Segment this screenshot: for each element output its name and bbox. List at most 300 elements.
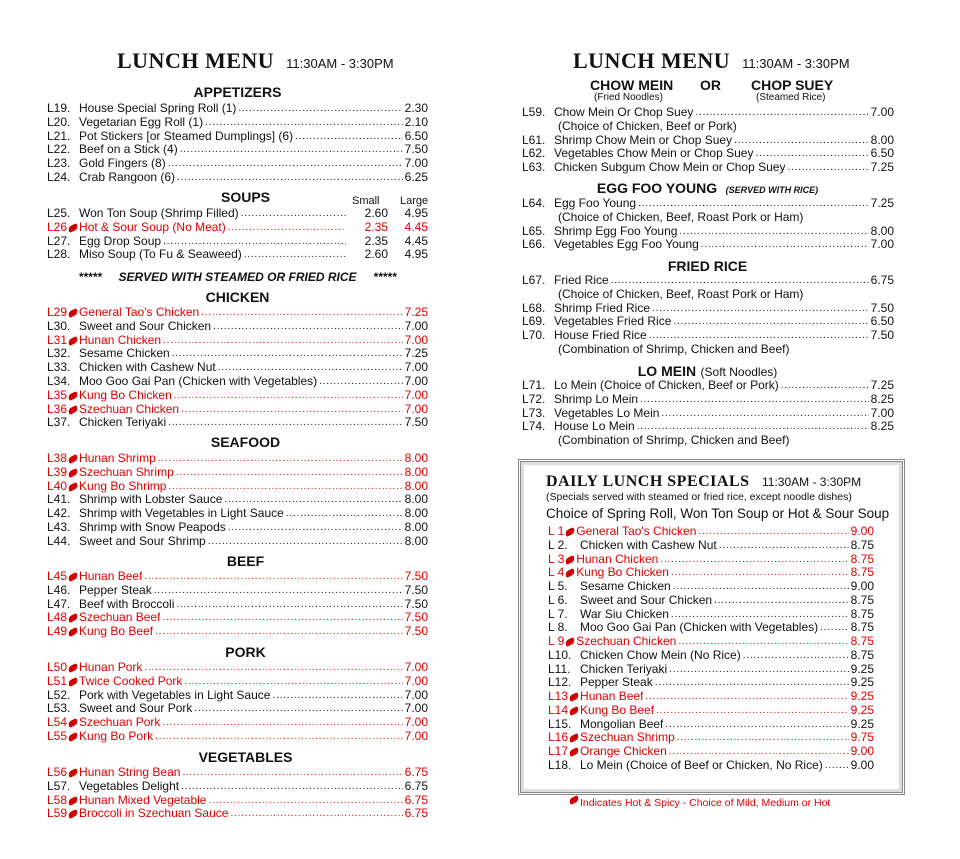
dot-leader bbox=[158, 453, 403, 465]
chow-mein-sub: (Fried Noodles) bbox=[594, 92, 663, 103]
item-price: 6.50 bbox=[870, 146, 894, 161]
pork-heading: PORK bbox=[225, 644, 266, 660]
item-code: L42. bbox=[47, 506, 71, 521]
item-price: 7.25 bbox=[870, 196, 894, 210]
dot-leader bbox=[241, 208, 346, 220]
menu-item-row bbox=[522, 314, 894, 328]
item-price: 7.00 bbox=[870, 105, 894, 119]
item-name: Kung Bo Beef bbox=[580, 702, 655, 717]
specials-choice: Choice of Spring Roll, Won Ton Soup or Hot & Sour Soup bbox=[546, 506, 890, 521]
dot-leader bbox=[638, 198, 869, 210]
dot-leader bbox=[655, 677, 849, 689]
dot-leader bbox=[677, 732, 849, 744]
dot-leader bbox=[640, 394, 869, 406]
item-price: 7.50 bbox=[870, 300, 894, 315]
item-name: House Fried Rice bbox=[554, 328, 647, 343]
dot-leader bbox=[660, 554, 848, 566]
menu-item-row bbox=[522, 328, 894, 342]
dot-leader bbox=[678, 636, 848, 648]
item-name: Shrimp with Vegetables in Light Sauce bbox=[79, 506, 284, 521]
soups-heading: SOUPS bbox=[220, 189, 270, 205]
menu-item-row bbox=[548, 552, 874, 566]
item-name: Vegetables Egg Foo Young bbox=[554, 237, 699, 252]
dot-leader bbox=[652, 303, 869, 315]
dot-leader bbox=[174, 390, 403, 402]
item-name: Kung Bo Shrimp bbox=[79, 478, 167, 493]
item-price: 8.00 bbox=[404, 533, 428, 548]
item-code: L37. bbox=[47, 415, 71, 430]
item-code: L 4 bbox=[548, 565, 565, 580]
beef-heading: BEEF bbox=[226, 553, 265, 569]
right-menu-title bbox=[573, 48, 850, 74]
chili-pepper-icon bbox=[564, 568, 576, 578]
left-menu-title bbox=[117, 48, 394, 74]
item-price: 7.25 bbox=[870, 378, 894, 392]
menu-item-row bbox=[47, 156, 428, 170]
menu-item-row bbox=[47, 247, 428, 261]
dot-leader bbox=[228, 522, 403, 534]
item-code: L61. bbox=[522, 132, 546, 147]
item-code: L55 bbox=[47, 729, 68, 743]
menu-item-row bbox=[47, 333, 428, 347]
item-code: L73. bbox=[522, 405, 546, 420]
seafood-heading: SEAFOOD bbox=[210, 434, 281, 450]
item-price-large: 4.45 bbox=[404, 233, 428, 248]
menu-item-row bbox=[47, 346, 428, 360]
menu-item-row bbox=[47, 129, 428, 143]
menu-item-row bbox=[47, 674, 428, 688]
dot-leader bbox=[181, 781, 403, 793]
left-title-text: LUNCH MENU bbox=[117, 48, 275, 73]
item-price: 8.75 bbox=[850, 592, 874, 607]
dot-leader bbox=[238, 103, 402, 115]
dot-leader bbox=[649, 330, 869, 342]
item-name: Sweet and Sour Pork bbox=[79, 701, 193, 716]
menu-item-row bbox=[522, 392, 894, 406]
item-name: Sweet and Sour Chicken bbox=[580, 592, 713, 607]
menu-item-row bbox=[47, 597, 428, 611]
dot-leader bbox=[244, 249, 346, 261]
item-price-small: 2.60 bbox=[364, 206, 388, 220]
item-price: 9.00 bbox=[850, 744, 874, 758]
item-code: L41. bbox=[47, 492, 71, 507]
menu-item-row bbox=[522, 301, 894, 315]
item-name: Vegetarian Egg Roll (1) bbox=[79, 114, 204, 129]
chili-pepper-icon bbox=[564, 527, 576, 537]
item-name: Kung Bo Pork bbox=[79, 729, 154, 743]
item-price: 9.00 bbox=[850, 757, 874, 772]
item-name: Shrimp Lo Mein bbox=[554, 391, 639, 406]
dot-leader bbox=[168, 417, 402, 429]
item-name: Pepper Steak bbox=[79, 582, 152, 597]
dot-leader bbox=[230, 808, 402, 820]
menu-item-row bbox=[47, 465, 428, 479]
item-code: L28. bbox=[47, 247, 71, 262]
item-name: Hot & Sour Soup (No Meat) bbox=[79, 219, 226, 234]
item-code: L58 bbox=[47, 792, 68, 807]
item-name: Shrimp Chow Mein or Chop Suey bbox=[554, 132, 733, 147]
item-code: L68. bbox=[522, 300, 546, 315]
specials-title: DAILY LUNCH SPECIALS bbox=[546, 473, 750, 490]
menu-item-row bbox=[47, 305, 428, 319]
chili-pepper-icon bbox=[67, 796, 79, 806]
item-price: 8.75 bbox=[850, 565, 874, 580]
dot-leader bbox=[701, 239, 869, 251]
right-title-text: LUNCH MENU bbox=[573, 48, 731, 73]
menu-item-row bbox=[522, 237, 894, 251]
dot-leader bbox=[176, 599, 402, 611]
chili-pepper-icon bbox=[67, 454, 79, 464]
dot-leader bbox=[669, 746, 849, 758]
item-code: L57. bbox=[47, 778, 71, 793]
item-note: (Combination of Shrimp, Chicken and Beef) bbox=[558, 342, 790, 356]
dot-leader bbox=[319, 376, 403, 388]
item-price: 7.25 bbox=[404, 346, 428, 361]
item-price-large: 4.95 bbox=[404, 206, 428, 220]
item-price: 6.50 bbox=[870, 314, 894, 329]
dot-leader bbox=[208, 795, 402, 807]
item-name: Pepper Steak bbox=[580, 675, 653, 690]
item-code: L25. bbox=[47, 206, 71, 220]
chili-pepper-icon bbox=[67, 405, 79, 415]
item-code: L12. bbox=[548, 675, 572, 690]
chili-pepper-icon bbox=[67, 572, 79, 582]
chop-suey-heading: CHOP SUEY bbox=[751, 77, 834, 93]
item-code: L40 bbox=[47, 478, 68, 493]
item-price: 8.75 bbox=[850, 647, 874, 662]
menu-item-row bbox=[47, 506, 428, 520]
dot-leader bbox=[184, 676, 402, 688]
menu-item-row bbox=[522, 146, 894, 160]
item-name: Szechuan Chicken bbox=[79, 401, 180, 416]
menu-item-row bbox=[47, 374, 428, 388]
chili-pepper-icon bbox=[568, 795, 580, 805]
item-price: 9.25 bbox=[850, 716, 874, 731]
item-name: Egg Foo Young bbox=[554, 196, 637, 210]
item-name: Fried Rice bbox=[554, 273, 609, 287]
item-name: Egg Drop Soup bbox=[79, 233, 162, 248]
item-name: Broccoli in Szechuan Sauce bbox=[79, 806, 229, 821]
item-code: L23. bbox=[47, 156, 71, 171]
soups-small-label: Small bbox=[352, 195, 380, 207]
item-price: 7.00 bbox=[404, 673, 428, 688]
menu-item-row bbox=[47, 170, 428, 184]
chili-pepper-icon bbox=[67, 810, 79, 820]
item-price: 7.00 bbox=[404, 374, 428, 388]
item-code: L20. bbox=[47, 114, 71, 129]
item-price: 7.25 bbox=[404, 305, 428, 319]
menu-item-row bbox=[548, 634, 874, 648]
item-code: L38 bbox=[47, 451, 68, 465]
menu-item-row bbox=[47, 569, 428, 583]
item-name: Moo Goo Gai Pan (Chicken with Vegetables) bbox=[580, 620, 819, 635]
item-code: L24. bbox=[47, 170, 71, 184]
dot-leader bbox=[611, 275, 869, 287]
dot-leader bbox=[272, 690, 402, 702]
chicken-heading: CHICKEN bbox=[205, 289, 270, 305]
item-name: Won Ton Soup (Shrimp Filled) bbox=[79, 206, 239, 220]
item-price: 8.00 bbox=[404, 451, 428, 465]
dot-leader bbox=[714, 595, 849, 607]
chili-pepper-icon bbox=[67, 336, 79, 346]
item-name: Shrimp with Snow Peapods bbox=[79, 520, 226, 534]
item-price: 2.10 bbox=[404, 114, 428, 129]
item-price: 7.50 bbox=[404, 582, 428, 597]
item-name: Chicken Teriyaki bbox=[580, 661, 668, 676]
dot-leader bbox=[181, 404, 403, 416]
menu-item-row bbox=[47, 806, 428, 820]
item-name: Beef with Broccoli bbox=[79, 596, 175, 611]
item-name: House Special Spring Roll (1) bbox=[79, 101, 237, 115]
chili-pepper-icon bbox=[67, 391, 79, 401]
item-price: 8.00 bbox=[404, 478, 428, 493]
item-name: Hunan Mixed Vegetable bbox=[79, 792, 207, 807]
dot-leader bbox=[656, 705, 849, 717]
left-hours: 11:30AM - 3:30PM bbox=[286, 56, 394, 71]
chili-pepper-icon bbox=[568, 747, 580, 757]
item-note: (Choice of Chicken, Beef or Pork) bbox=[558, 118, 737, 133]
soups-large-label: Large bbox=[400, 195, 429, 207]
menu-item-row bbox=[548, 703, 874, 717]
menu-item-row bbox=[522, 406, 894, 420]
item-price: 7.50 bbox=[404, 624, 428, 639]
item-code: L32. bbox=[47, 346, 71, 361]
menu-item-row bbox=[47, 451, 428, 465]
item-note: (Choice of Chicken, Beef, Roast Pork or Ham) bbox=[558, 286, 804, 301]
menu-item-row bbox=[522, 196, 894, 210]
item-name: Mongolian Beef bbox=[580, 716, 664, 731]
item-price: 7.00 bbox=[870, 405, 894, 420]
item-price: 8.00 bbox=[404, 506, 428, 521]
dot-leader bbox=[168, 481, 402, 493]
dot-leader bbox=[719, 540, 849, 552]
specials-hours: 11:30AM - 3:30PM bbox=[761, 475, 862, 489]
item-price: 8.75 bbox=[850, 620, 874, 635]
menu-item-row bbox=[47, 234, 428, 248]
item-name: Hunan String Bean bbox=[79, 765, 181, 779]
lo-mein-sub: (Soft Noodles) bbox=[700, 365, 778, 379]
item-name: Shrimp Fried Rice bbox=[554, 300, 651, 315]
item-note: (Combination of Shrimp, Chicken and Beef) bbox=[558, 433, 790, 448]
appetizers-heading: APPETIZERS bbox=[193, 84, 282, 100]
item-price: 6.50 bbox=[404, 128, 428, 143]
menu-item-row bbox=[47, 115, 428, 129]
item-name: Crab Rangoon (6) bbox=[79, 170, 176, 184]
chili-pepper-icon bbox=[67, 308, 79, 318]
menu-item-row bbox=[47, 779, 428, 793]
dot-leader bbox=[168, 158, 403, 170]
item-price: 9.25 bbox=[850, 661, 874, 676]
item-price: 7.25 bbox=[870, 160, 894, 175]
menu-item-row bbox=[47, 715, 428, 729]
egg-foo-sub: (SERVED WITH RICE) bbox=[725, 185, 819, 195]
item-price: 9.00 bbox=[850, 579, 874, 593]
item-name: House Lo Mein bbox=[554, 419, 635, 434]
item-name: Hunan Chicken bbox=[79, 332, 162, 347]
dot-leader bbox=[228, 222, 346, 234]
menu-item-row bbox=[47, 142, 428, 156]
item-code: L31 bbox=[47, 332, 68, 347]
item-code: L63. bbox=[522, 160, 546, 175]
item-price: 8.00 bbox=[870, 132, 894, 147]
item-code: L47. bbox=[47, 596, 71, 611]
dot-leader bbox=[176, 467, 403, 479]
menu-item-row bbox=[47, 610, 428, 624]
dot-leader bbox=[295, 131, 403, 143]
item-price: 7.00 bbox=[404, 360, 428, 375]
item-code: L70. bbox=[522, 328, 546, 343]
item-code: L19. bbox=[47, 101, 71, 115]
item-code: L 5. bbox=[548, 579, 568, 593]
item-code: L13 bbox=[548, 689, 569, 703]
dot-leader bbox=[177, 172, 403, 184]
item-price: 2.30 bbox=[404, 101, 428, 115]
item-price: 7.00 bbox=[404, 687, 428, 702]
item-code: L 8. bbox=[548, 620, 568, 635]
item-code: L27. bbox=[47, 233, 71, 248]
item-price: 8.00 bbox=[404, 520, 428, 534]
menu-item-row bbox=[47, 701, 428, 715]
item-price: 8.75 bbox=[850, 537, 874, 552]
menu-item-row bbox=[47, 688, 428, 702]
menu-item-row bbox=[47, 402, 428, 416]
dot-leader bbox=[155, 731, 403, 743]
item-price: 7.00 bbox=[404, 318, 428, 333]
item-price: 7.50 bbox=[404, 142, 428, 157]
dot-leader bbox=[194, 703, 402, 715]
chow-mein-heading: CHOW MEIN bbox=[590, 77, 674, 93]
item-code: L46. bbox=[47, 582, 71, 597]
menu-item-row bbox=[47, 101, 428, 115]
item-price: 8.75 bbox=[850, 634, 874, 648]
item-code: L50 bbox=[47, 660, 68, 674]
menu-item-row bbox=[548, 565, 874, 579]
item-code: L 3 bbox=[548, 551, 565, 566]
item-name: War Siu Chicken bbox=[580, 606, 669, 621]
item-name: Hunan Beef bbox=[79, 569, 143, 583]
item-name: Sesame Chicken bbox=[580, 579, 671, 593]
chop-suey-sub: (Steamed Rice) bbox=[756, 92, 826, 103]
dot-leader bbox=[787, 162, 868, 174]
item-code: L 1 bbox=[548, 524, 565, 538]
item-code: L52. bbox=[47, 687, 71, 702]
item-code: L74. bbox=[522, 419, 546, 434]
item-code: L56 bbox=[47, 765, 68, 779]
item-price: 8.25 bbox=[870, 391, 894, 406]
item-price: 7.00 bbox=[404, 660, 428, 674]
chili-pepper-icon bbox=[67, 223, 79, 233]
item-name: General Tao's Chicken bbox=[79, 305, 200, 319]
dot-leader bbox=[162, 717, 402, 729]
menu-item-row bbox=[548, 620, 874, 634]
chili-pepper-icon bbox=[568, 706, 580, 716]
item-price: 8.75 bbox=[850, 606, 874, 621]
item-price: 7.50 bbox=[404, 569, 428, 583]
dot-leader bbox=[825, 760, 849, 772]
item-code: L 6. bbox=[548, 592, 568, 607]
dot-leader bbox=[154, 585, 403, 597]
dot-leader bbox=[163, 335, 403, 347]
item-note: (Choice of Chicken, Beef, Roast Pork or Ham) bbox=[558, 209, 804, 224]
item-code: L29 bbox=[47, 305, 68, 319]
item-price: 8.00 bbox=[404, 492, 428, 507]
item-code: L65. bbox=[522, 223, 546, 238]
item-code: L21. bbox=[47, 128, 71, 143]
dot-leader bbox=[205, 117, 403, 129]
item-code: L64. bbox=[522, 196, 546, 210]
item-name: Gold Fingers (8) bbox=[79, 156, 166, 171]
item-name: Kung Bo Chicken bbox=[79, 387, 172, 402]
item-code: L45 bbox=[47, 569, 68, 583]
dot-leader bbox=[673, 581, 849, 593]
dot-leader bbox=[669, 664, 848, 676]
item-price: 7.50 bbox=[404, 610, 428, 625]
item-price: 7.00 bbox=[404, 401, 428, 416]
item-name: Kung Bo Chicken bbox=[576, 565, 669, 580]
item-price: 9.25 bbox=[850, 689, 874, 703]
item-price: 7.00 bbox=[404, 156, 428, 171]
item-price: 7.00 bbox=[404, 715, 428, 730]
menu-item-row bbox=[522, 419, 894, 433]
menu-item-row bbox=[548, 579, 874, 593]
item-code: L 7. bbox=[548, 606, 568, 621]
menu-item-row bbox=[47, 583, 428, 597]
dot-leader bbox=[820, 622, 849, 634]
item-code: L44. bbox=[47, 533, 71, 548]
item-name: Vegetables Lo Mein bbox=[554, 405, 660, 420]
chili-pepper-icon bbox=[564, 637, 576, 647]
item-code: L33. bbox=[47, 360, 71, 375]
item-price: 7.00 bbox=[870, 237, 894, 252]
item-code: L59. bbox=[522, 105, 546, 119]
dot-leader bbox=[698, 526, 848, 538]
dot-leader bbox=[155, 626, 403, 638]
lo-mein-heading: LO MEIN bbox=[637, 363, 697, 379]
item-code: L11. bbox=[548, 661, 571, 676]
specials-note: (Specials served with steamed or fried rice, except noodle dishes) bbox=[546, 491, 852, 503]
item-price: 6.75 bbox=[404, 806, 428, 821]
chili-pepper-icon bbox=[564, 555, 576, 565]
menu-item-row bbox=[522, 224, 894, 238]
item-price: 6.25 bbox=[404, 170, 428, 184]
dot-leader bbox=[208, 536, 403, 548]
item-code: L18. bbox=[548, 757, 572, 772]
menu-item-row bbox=[47, 729, 428, 743]
menu-item-row bbox=[47, 319, 428, 333]
item-code: L34. bbox=[47, 374, 71, 388]
dot-leader bbox=[286, 508, 403, 520]
item-name: Orange Chicken bbox=[580, 744, 667, 758]
chili-pepper-icon bbox=[67, 627, 79, 637]
dot-leader bbox=[755, 148, 868, 160]
item-name: Shrimp with Lobster Sauce bbox=[79, 492, 223, 507]
item-price: 7.00 bbox=[404, 332, 428, 347]
item-code: L10. bbox=[548, 647, 572, 662]
menu-item-row bbox=[548, 758, 874, 772]
item-code: L51 bbox=[47, 673, 68, 688]
item-name: Lo Mein (Choice of Beef or Chicken, No Rice) bbox=[580, 757, 823, 772]
chili-pepper-icon bbox=[67, 468, 79, 478]
served-with-rice-note: ***** SERVED WITH STEAMED OR FRIED RICE ***** bbox=[78, 270, 397, 284]
menu-item-row bbox=[522, 273, 894, 287]
menu-item-row bbox=[548, 717, 874, 731]
dot-leader bbox=[734, 135, 869, 147]
item-price: 8.25 bbox=[870, 419, 894, 434]
dot-leader bbox=[695, 107, 868, 119]
dot-leader bbox=[172, 348, 403, 360]
item-price-small: 2.35 bbox=[364, 233, 388, 248]
item-name: Hunan Beef bbox=[580, 689, 644, 703]
